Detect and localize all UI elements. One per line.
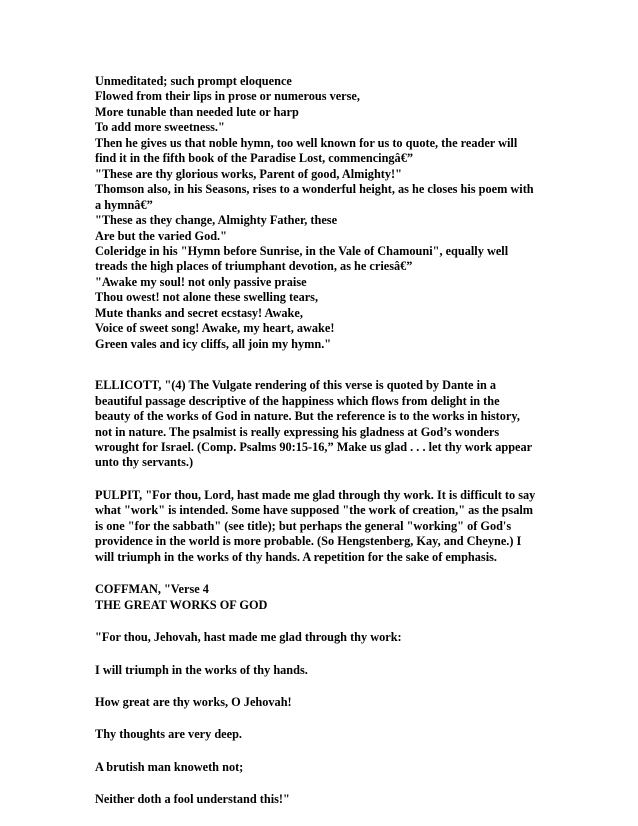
text-line: "These are thy glorious works, Parent of good, Almighty!" — [95, 166, 402, 181]
text-line: "These as they change, Almighty Father, these — [95, 213, 338, 228]
text-line: treads the high places of triumphant devotion, as he criesâ€” — [95, 259, 413, 274]
pulpit-commentary — [95, 488, 565, 565]
text-line: what "work" is intended. Some have supposed "the work of creation," as the psalm — [95, 503, 534, 518]
text-line: A brutish man knoweth not; — [95, 759, 244, 774]
text-line: "For thou, Jehovah, hast made me glad through thy work: — [95, 630, 402, 645]
verse-line — [95, 695, 565, 710]
text-line: Thy thoughts are very deep. — [95, 727, 242, 742]
text-line: will triumph in the works of thy hands. A repetition for the sake of emphasis. — [95, 549, 497, 564]
text-line: a hymnâ€” — [95, 197, 153, 212]
section-title: THE GREAT WORKS OF GOD — [95, 597, 268, 612]
text-line: I will triumph in the works of thy hands. — [95, 662, 308, 677]
text-line: ELLICOTT, "(4) The Vulgate rendering of this verse is quoted by Dante in a — [95, 378, 497, 393]
text-line: COFFMAN, "Verse 4 — [95, 582, 209, 597]
text-line: Thou owest! not alone these swelling tears, — [95, 290, 319, 305]
text-line: unto thy servants.) — [95, 455, 194, 470]
verse-line — [95, 663, 565, 678]
document-page — [95, 74, 565, 808]
text-line: Then he gives us that noble hymn, too well known for us to quote, the reader will — [95, 135, 518, 150]
text-line: is one "for the sabbath" (see title); but perhaps the general "working" of God's — [95, 518, 512, 533]
text-line: Green vales and icy cliffs, all join my hymn." — [95, 336, 332, 351]
text-line: providence in the world is more probable. (So Hengstenberg, Kay, and Cheyne.) I — [95, 534, 522, 549]
ellicott-commentary — [95, 378, 565, 471]
text-line: How great are thy works, O Jehovah! — [95, 694, 292, 709]
text-line: Neither doth a fool understand this!" — [95, 792, 290, 807]
text-line: beautiful passage descriptive of the happiness which flows from delight in the — [95, 393, 500, 408]
text-line: Voice of sweet song! Awake, my heart, awake! — [95, 321, 335, 336]
verse-line — [95, 760, 565, 775]
text-line: not in nature. The psalmist is really expressing his gladness at God’s wonders — [95, 424, 500, 439]
text-line: More tunable than needed lute or harp — [95, 104, 299, 119]
quoted-poetry-paragraph — [95, 74, 565, 352]
text-line: Coleridge in his "Hymn before Sunrise, in the Vale of Chamouni", equally well — [95, 243, 509, 258]
text-line: "Awake my soul! not only passive praise — [95, 274, 307, 289]
coffman-heading — [95, 582, 565, 613]
text-line: Are but the varied God." — [95, 228, 227, 243]
verse-line — [95, 630, 565, 645]
text-line: Mute thanks and secret ecstasy! Awake, — [95, 305, 303, 320]
verse-line — [95, 792, 565, 807]
text-line: wrought for Israel. (Comp. Psalms 90:15-16,” Make us glad . . . let thy work appear — [95, 439, 533, 454]
verse-line — [95, 727, 565, 742]
text-line: Unmeditated; such prompt eloquence — [95, 74, 292, 88]
text-line: To add more sweetness." — [95, 120, 225, 135]
text-line: Thomson also, in his Seasons, rises to a wonderful height, as he closes his poem with — [95, 182, 534, 197]
text-line: beauty of the works of God in nature. But the reference is to the works in history, — [95, 409, 520, 424]
text-line: Flowed from their lips in prose or numerous verse, — [95, 89, 360, 104]
text-line: find it in the fifth book of the Paradise Lost, commencingâ€” — [95, 151, 414, 166]
text-line: PULPIT, "For thou, Lord, hast made me glad through thy work. It is difficult to say — [95, 487, 536, 502]
